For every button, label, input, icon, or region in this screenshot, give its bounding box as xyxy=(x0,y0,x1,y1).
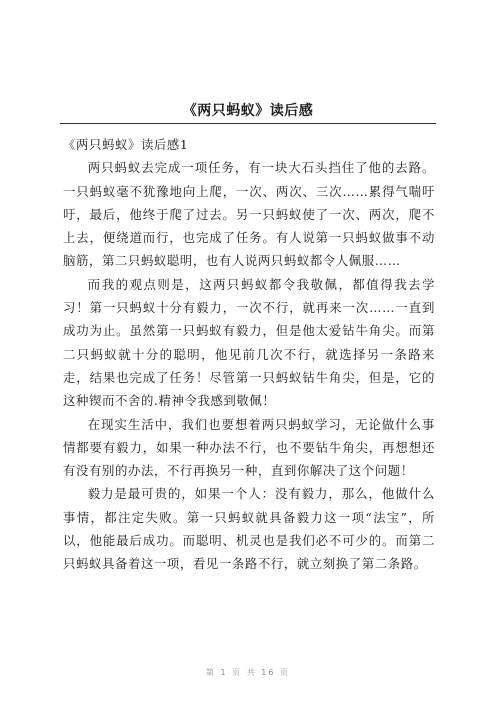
paragraph-2: 而我的观点则是，这两只蚂蚁都令我敬佩，都值得我去学习！第一只蚂蚁十分有毅力，一次不行，就再来一次……一直到成功为止。虽然第一只蚂蚁有毅力，但是他太爱钻牛角尖。而第二只蚂蚁就十分的聪明，他见前几次不行，就选择另一条路来走，结果也完成了任务！尽管第一只蚂蚁钻牛角尖，但是，它的这种锲而不舍的.精神令我感到敬佩！ xyxy=(63,276,435,409)
paragraph-3: 在现实生活中，我们也要想着两只蚂蚁学习，无论做什么事情都要有毅力，如果一种办法不行，也不要钻牛角尖，再想想还有没有别的办法，不行再换另一种，直到你解决了这个问题！ xyxy=(63,416,435,479)
document-title: 《两只蚂蚁》读后感 xyxy=(182,103,314,119)
paragraph-1: 两只蚂蚁去完成一项任务，有一块大石头挡住了他的去路。一只蚂蚁毫不犹豫地向上爬，一次、两次、三次……累得气喘吁吁，最后，他终于爬了过去。另一只蚂蚁使了一次、两次，爬不上去，便绕道而行，也完成了任务。有人说第一只蚂蚁做事不动脑筋，第二只蚂蚁聪明，也有人说两只蚂蚁都令人佩服…… xyxy=(63,160,435,269)
document-body xyxy=(63,133,435,576)
section-heading: 《两只蚂蚁》读后感1 xyxy=(63,137,189,152)
paragraph-4: 毅力是最可贵的，如果一个人：没有毅力，那么，他做什么事情，都注定失败。第一只蚂蚁就具备毅力这一项“法宝”，所以，他能最后成功。而聪明、机灵也是我们必不可少的。而第二只蚂蚁具备着这一项，看见一条路不行，就立刻换了第二条路。 xyxy=(63,486,435,572)
title-divider xyxy=(60,123,436,124)
page-number-footer: 第 1 页 共 16 页 xyxy=(206,668,290,677)
